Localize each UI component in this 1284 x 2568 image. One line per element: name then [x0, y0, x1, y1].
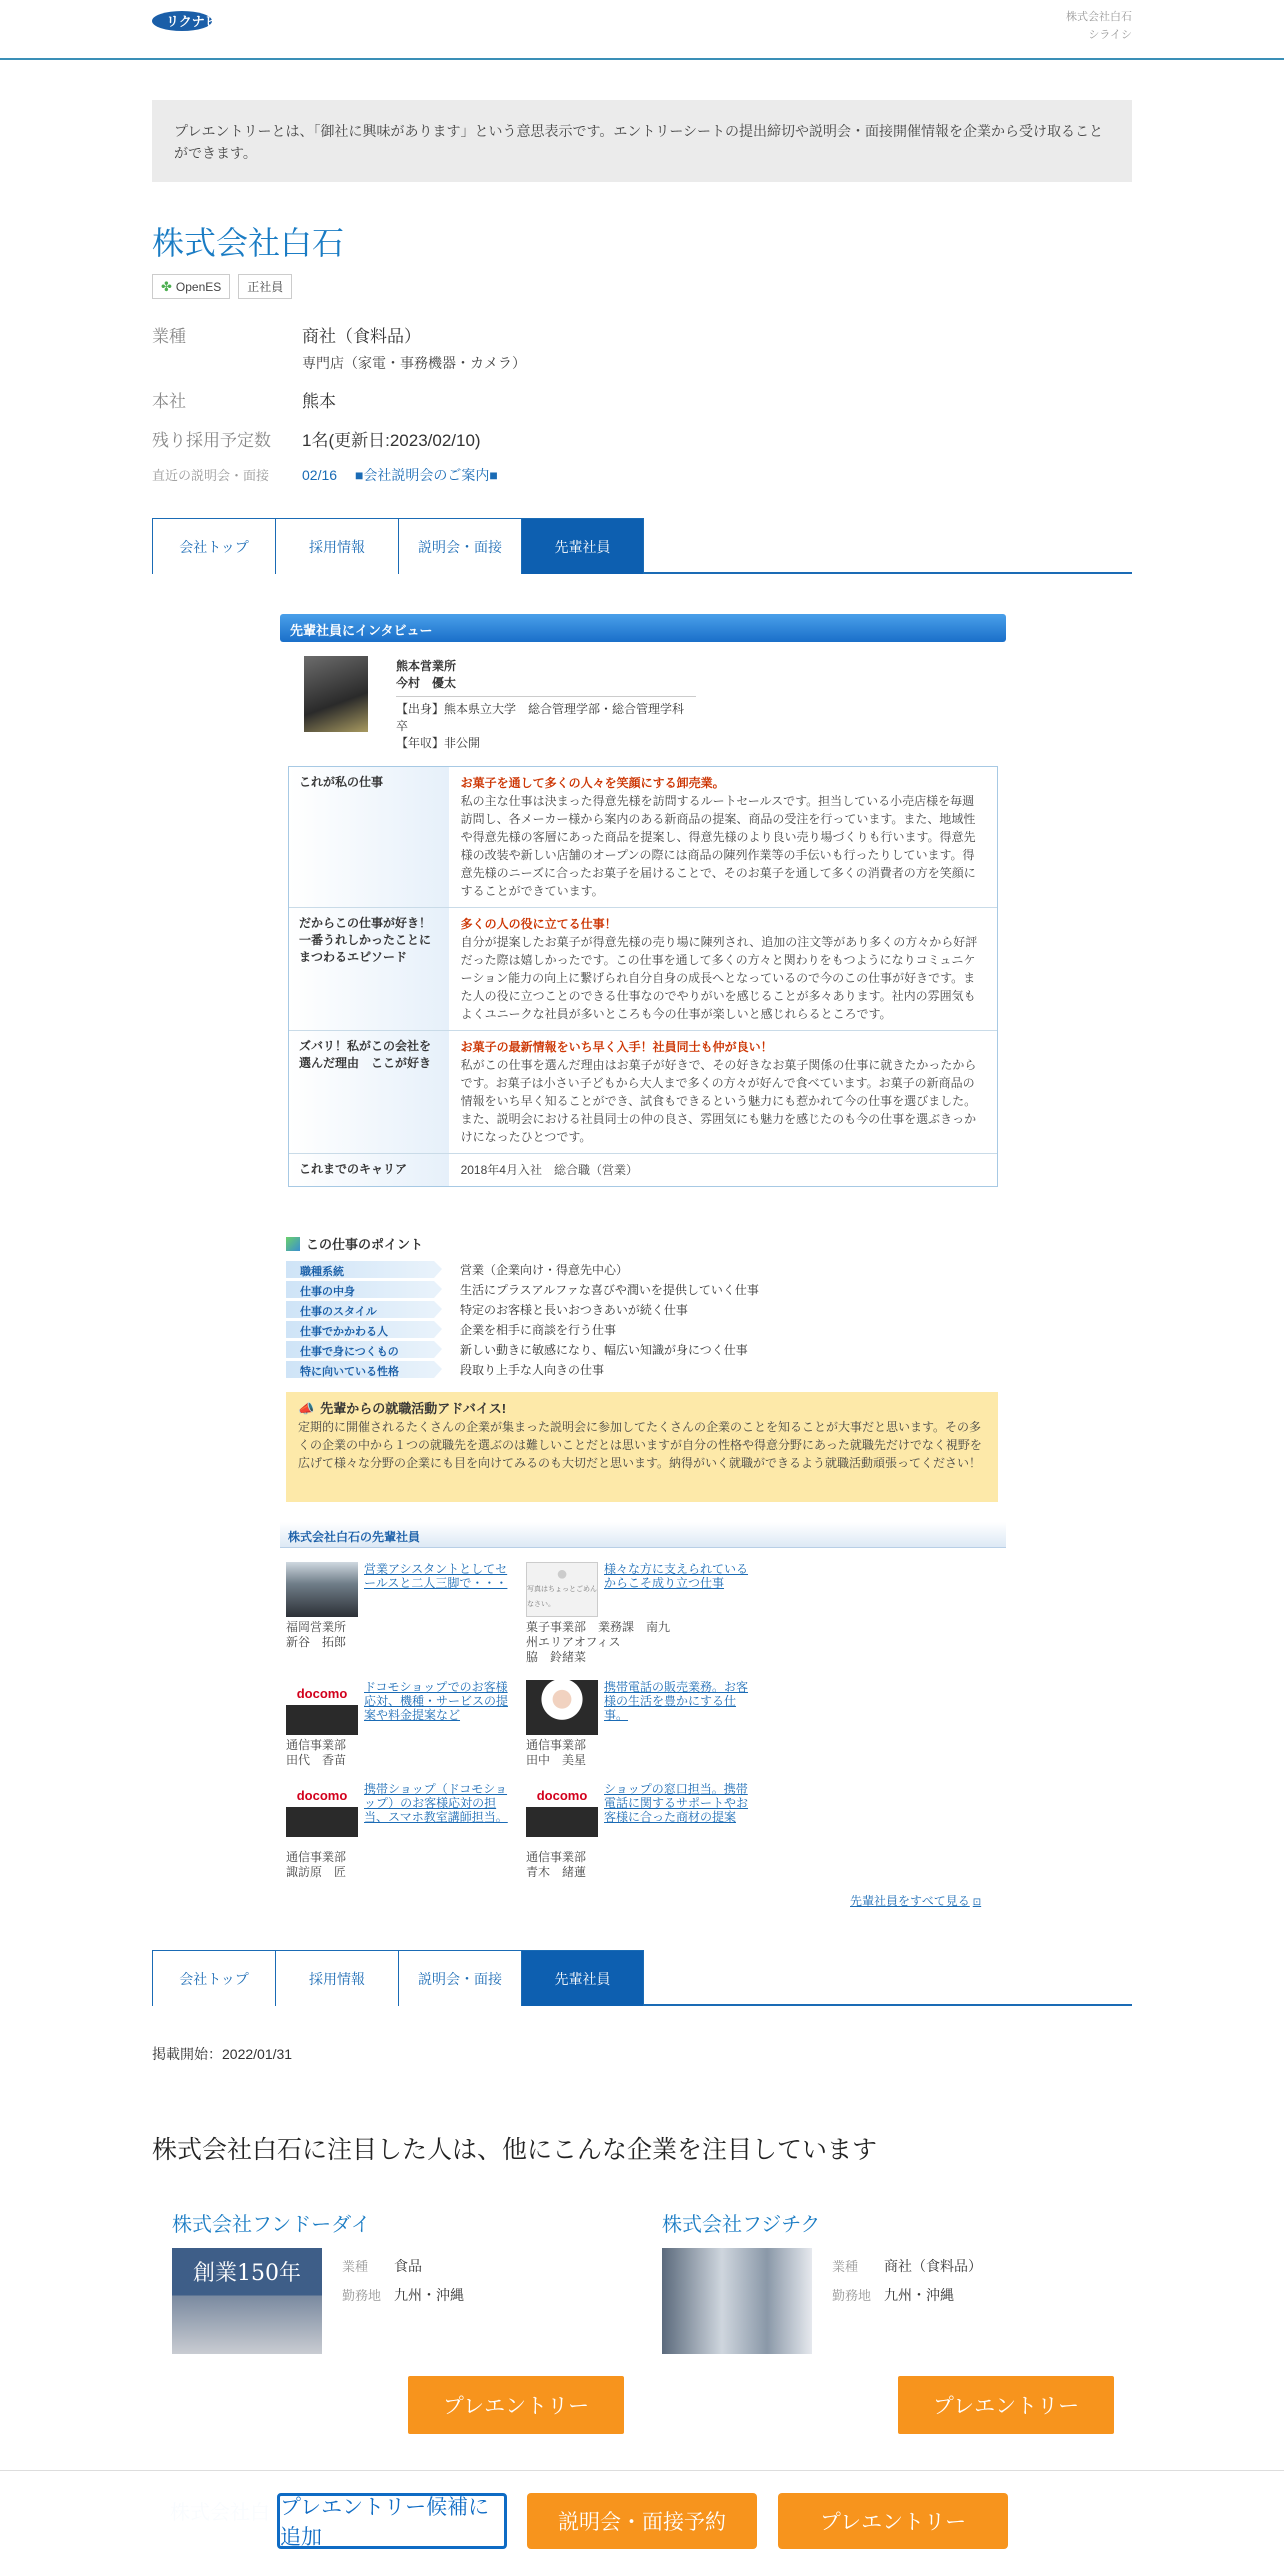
nearest-event-row	[152, 465, 1132, 485]
point-value: 新しい動きに敏感になり、幅広い知識が身につく仕事	[460, 1342, 748, 1357]
senpai-dept: 福岡営業所	[286, 1620, 347, 1634]
qa-row	[289, 1031, 997, 1154]
hq-row	[152, 387, 1132, 412]
employee-name: 今村 優太	[396, 676, 457, 690]
preentry-notice: プレエントリーとは、「御社に興味があります」という意思表示です。エントリーシートの提出締切や説明会・面接開催情報を企業から受け取ることができます。	[152, 100, 1132, 182]
point-label: 仕事で身につくもの	[286, 1341, 434, 1358]
senpai-photo[interactable]	[526, 1680, 598, 1735]
senpai-dept: 通信事業部	[526, 1850, 587, 1864]
preentry-main-button[interactable]: プレエントリー	[778, 2493, 1008, 2549]
employee-origin: 【出身】熊本県立大学 総合管理学部・総合管理学科 卒	[396, 702, 685, 733]
senpai-info	[526, 1850, 676, 1880]
tab-seminar[interactable]: 説明会・面接	[398, 1950, 521, 2006]
point-value: 特定のお客様と長いおつきあいが続く仕事	[460, 1302, 688, 1317]
senpai-link[interactable]: 携帯電話の販売業務。お客様の生活を豊かにする仕事。	[604, 1680, 749, 1722]
job-points-title-text: この仕事のポイント	[306, 1237, 424, 1252]
industry-sub: 専門店（家電・事務機器・カメラ）	[302, 355, 526, 371]
qa-row	[289, 1154, 997, 1186]
rec-location-row	[832, 2281, 982, 2310]
job-points-title	[286, 1234, 1006, 1253]
senpai-link[interactable]: 営業アシスタントとしてセールスと二人三脚で・・・	[364, 1562, 508, 1590]
rec-industry-value: 商社（食料品）	[884, 2258, 982, 2274]
svg-text:リクナビ2023: リクナビ2023	[166, 14, 247, 29]
header-company-kana: シライシ	[1088, 29, 1132, 41]
industry-values	[302, 322, 526, 373]
megaphone-icon: 📣	[298, 1401, 315, 1416]
qa-answer	[449, 767, 997, 907]
qa-highlight: 多くの人の役に立てる仕事！	[460, 917, 617, 931]
see-all-senpai-link[interactable]	[850, 1892, 981, 1909]
employment-type-label: 正社員	[247, 280, 284, 294]
nearest-event-date[interactable]: 02/16	[302, 467, 338, 483]
senpai-link[interactable]: ショップの窓口担当。携帯電話に関するサポートやお客様に合った商材の提案	[604, 1782, 749, 1824]
hq-label: 本社	[152, 392, 186, 411]
senpai-name: 田代 香苗	[286, 1753, 347, 1767]
point-row	[286, 1359, 1006, 1379]
profile-divider	[396, 696, 696, 697]
docomo-logo: docomo	[296, 1686, 348, 1701]
point-value: 企業を相手に商談を行う仕事	[460, 1322, 617, 1337]
tab-recruit-info[interactable]: 採用情報	[275, 518, 398, 574]
remaining-row	[152, 426, 1132, 451]
rec-location-label: 勤務地	[342, 2288, 382, 2303]
seminar-reserve-button[interactable]: 説明会・面接予約	[527, 2493, 757, 2549]
senpai-info	[286, 1850, 436, 1880]
remaining-value: 1名(更新日:2023/02/10)	[302, 431, 481, 450]
see-all-label: 先輩社員をすべて見る	[850, 1894, 970, 1908]
senpai-list-heading: 株式会社白石の先輩社員	[280, 1522, 1006, 1548]
employee-income: 【年収】非公開	[396, 736, 481, 750]
senpai-dept: 菓子事業部 業務課 南九州エリアオフィス	[526, 1620, 671, 1649]
cube-icon	[286, 1237, 300, 1251]
recommended-company-info	[342, 2252, 464, 2310]
tab-seminar[interactable]: 説明会・面接	[398, 518, 521, 574]
no-photo-text: 写真はちょっとごめんなさい。	[527, 1586, 597, 1608]
point-row	[286, 1339, 1006, 1359]
company-title: 株式会社白石	[152, 225, 345, 261]
point-row	[286, 1299, 1006, 1319]
senpai-dept: 通信事業部	[286, 1738, 347, 1752]
nearest-event-label: 直近の説明会・面接	[152, 468, 270, 483]
tab-senpai[interactable]: 先輩社員	[521, 518, 644, 574]
job-points	[286, 1234, 1006, 1379]
employee-dept: 熊本営業所	[396, 659, 457, 673]
recommended-company-photo[interactable]	[172, 2248, 322, 2354]
advice-text: 定期的に開催されるたくさんの企業が集まった説明会に参加してたくさんの企業のことを知ることが大事だと思います。その多くの企業の中から１つの就職先を選ぶのは難しいことだとは思いますが自分の性格や得意分野にあった就職先だけでなく視野を広げて様々な分野の企業にも目を向けてみるのも大切だと思います。納得がいく就職ができるよう就職活動頑張ってください！	[298, 1420, 982, 1470]
preentry-button[interactable]: プレエントリー	[898, 2376, 1114, 2434]
header-company	[1066, 8, 1132, 44]
point-value: 生活にプラスアルファな喜びや潤いを提供していく仕事	[460, 1282, 759, 1297]
point-row	[286, 1319, 1006, 1339]
industry-value: 商社（食料品）	[302, 327, 421, 346]
senpai-link[interactable]: 様々な方に支えられているからこそ成り立つ仕事	[604, 1562, 749, 1590]
recommended-company-name[interactable]: 株式会社フンドーダイ	[172, 2214, 371, 2236]
posting-start-date: 掲載開始：2022/01/31	[152, 2046, 293, 2062]
senpai-photo-docomo[interactable]	[526, 1782, 598, 1837]
rikunabi-logo[interactable]	[152, 4, 300, 34]
rec-location-row	[342, 2281, 464, 2310]
rec-industry-row	[832, 2252, 982, 2281]
employee-profile	[304, 656, 1004, 756]
tab-recruit-info[interactable]: 採用情報	[275, 1950, 398, 2006]
interview-qa-table	[288, 766, 998, 1187]
senpai-link[interactable]: 携帯ショップ（ドコモショップ）のお客様応対の担当、スマホ教室講師担当。	[364, 1782, 508, 1824]
point-value: 段取り上手な人向きの仕事	[460, 1362, 605, 1377]
qa-answer-text: 2018年4月入社 総合職（営業）	[460, 1163, 638, 1177]
point-row	[286, 1259, 1006, 1279]
point-label: 仕事のスタイル	[286, 1301, 434, 1318]
senpai-name: 青木 緒蓮	[526, 1865, 587, 1879]
point-value: 営業（企業向け・得意先中心）	[460, 1262, 629, 1277]
advice-title	[298, 1400, 986, 1418]
senpai-info	[286, 1620, 436, 1650]
tab-company-top[interactable]: 会社トップ	[152, 1950, 275, 2006]
rec-industry-label: 業種	[832, 2259, 859, 2274]
preentry-button[interactable]: プレエントリー	[408, 2376, 624, 2434]
hq-value: 熊本	[302, 392, 336, 411]
no-photo-placeholder[interactable]	[526, 1562, 598, 1617]
senpai-dept: 通信事業部	[286, 1850, 347, 1864]
qa-row	[289, 767, 997, 908]
recommended-company-photo[interactable]	[662, 2248, 812, 2354]
arrow-box-icon: ⊡	[972, 1897, 982, 1908]
openes-tag-label: OpenES	[175, 279, 222, 294]
qa-answer	[449, 1154, 997, 1186]
rec-industry-label: 業種	[342, 2259, 369, 2274]
recommended-company-info	[832, 2252, 982, 2310]
qa-question: ズバリ！私がこの会社を選んだ理由 ここが好き	[289, 1031, 449, 1153]
senpai-photo-docomo[interactable]	[286, 1680, 358, 1735]
header-company-name: 株式会社白石	[1066, 11, 1132, 23]
recommend-heading: 株式会社白石に注目した人は、他にこんな企業を注目しています	[152, 2136, 878, 2164]
photo-caption: 創業150年	[193, 2261, 301, 2286]
rec-location-label: 勤務地	[832, 2288, 872, 2303]
senpai-name: 田中 美星	[526, 1753, 587, 1767]
nearest-event-link[interactable]: ■会社説明会のご案内■	[354, 467, 498, 483]
advice-title-text: 先輩からの就職活動アドバイス!	[320, 1401, 507, 1416]
docomo-logo: docomo	[536, 1788, 588, 1803]
person-silhouette-icon: ●	[555, 1563, 569, 1585]
senpai-info	[526, 1738, 676, 1768]
rec-location-value: 九州・沖縄	[394, 2287, 464, 2303]
company-tags	[152, 274, 292, 299]
job-hunting-advice	[286, 1392, 998, 1502]
senpai-info	[286, 1738, 436, 1768]
senpai-info	[526, 1620, 676, 1665]
site-header	[0, 0, 1284, 60]
tab-company-top[interactable]: 会社トップ	[152, 518, 275, 574]
qa-row	[289, 908, 997, 1031]
senpai-photo[interactable]	[286, 1562, 358, 1617]
qa-answer-text: 私がこの仕事を選んだ理由はお菓子が好きで、その好きなお菓子関係の仕事に就きたかったからです。お菓子は小さい子どもから大人まで多くの方々が好んで食べています。お菓子の新商品の情報をいち早く知ることができ、試食もできるという魅力にも惹かれて今の仕事を選びました。また、説明会における社員同士の仲の良さ、雰囲気にも魅力を感じたのも今の仕事を選ぶきっかけになったひとつです。	[460, 1058, 977, 1144]
employee-details	[396, 658, 696, 752]
clover-icon: ✤	[161, 278, 172, 294]
qa-question: だからこの仕事が好き！一番うれしかったことにまつわるエピソード	[289, 908, 449, 1030]
senpai-dept: 通信事業部	[526, 1738, 587, 1752]
sticky-action-bar	[0, 2470, 1284, 2568]
employee-photo	[304, 656, 368, 732]
tab-senpai[interactable]: 先輩社員	[521, 1950, 644, 2006]
point-label: 職種系統	[286, 1261, 434, 1278]
recommended-company-name[interactable]: 株式会社フジチク	[662, 2214, 821, 2236]
qa-question: これが私の仕事	[289, 767, 449, 907]
industry-row	[152, 322, 1132, 373]
docomo-logo: docomo	[296, 1788, 348, 1803]
qa-answer-text: 私の主な仕事は決まった得意先様を訪問するルートセールスです。担当している小売店様を毎週訪問し、各メーカー様から案内のある新商品の提案、商品の受注を行っています。また、地域性や得意先様の客層にあった商品を提案し、得意先様のより良い売り場づくりも行います。得意先様の改装や新しい店舗のオープンの際には商品の陳列作業等の手伝いも行ったりしています。得意先様のニーズに合ったお菓子を届けることで、そのお菓子を通して多くの消費者の方を笑顔にすることができています。	[460, 794, 976, 898]
nearest-event-value	[302, 465, 498, 485]
point-label: 仕事でかかわる人	[286, 1321, 434, 1338]
senpai-link[interactable]: ドコモショップでのお客様応対、機種・サービスの提案や料金提案など	[364, 1680, 509, 1722]
point-row	[286, 1279, 1006, 1299]
recommended-company	[172, 2208, 642, 2303]
industry-label: 業種	[152, 327, 186, 346]
rec-location-value: 九州・沖縄	[884, 2287, 954, 2303]
qa-highlight: お菓子の最新情報をいち早く入手！社員同士も仲が良い！	[460, 1040, 773, 1054]
senpai-name: 新谷 拓郎	[286, 1635, 347, 1649]
qa-answer-text: 自分が提案したお菓子が得意先様の売り場に陳列され、追加の注文等があり多くの方々から好評だった際は嬉しかったです。この仕事を通して多くの方々と関わりをもつようになりコミュニケーション能力の向上に繋げられ自分自身の成長へとなっているので今のこの仕事が好きです。また人の役に立つことのできる仕事なのでやりがいを感じることが多々あります。社内の雰囲気もよくユニークな社員が多いところも今の仕事が楽しいと感じれらるところです。	[460, 935, 978, 1021]
company-info	[152, 322, 1132, 499]
logo-swoosh-icon	[152, 8, 300, 32]
company-tabs-top	[152, 518, 1132, 574]
interview-heading: 先輩社員にインタビュー	[280, 614, 1006, 642]
add-candidate-button[interactable]: プレエントリー候補に追加	[277, 2493, 507, 2549]
senpai-name: 脇 鈴緒菜	[526, 1650, 587, 1664]
senpai-name: 諏訪原 匠	[286, 1865, 347, 1879]
company-tabs-bottom	[152, 1950, 1132, 2006]
senpai-photo-docomo[interactable]	[286, 1782, 358, 1837]
qa-highlight: お菓子を通して多くの人々を笑顔にする卸売業。	[460, 776, 725, 790]
point-label: 仕事の中身	[286, 1281, 434, 1298]
rec-industry-row	[342, 2252, 464, 2281]
point-label: 特に向いている性格	[286, 1361, 434, 1378]
remaining-label: 残り採用予定数	[152, 431, 271, 450]
rec-industry-value: 食品	[394, 2258, 422, 2274]
qa-answer	[449, 1031, 997, 1153]
openes-tag	[152, 274, 230, 299]
qa-answer	[449, 908, 997, 1030]
employment-type-tag	[238, 274, 292, 299]
qa-question: これまでのキャリア	[289, 1154, 449, 1186]
recommended-company	[662, 2208, 1132, 2303]
